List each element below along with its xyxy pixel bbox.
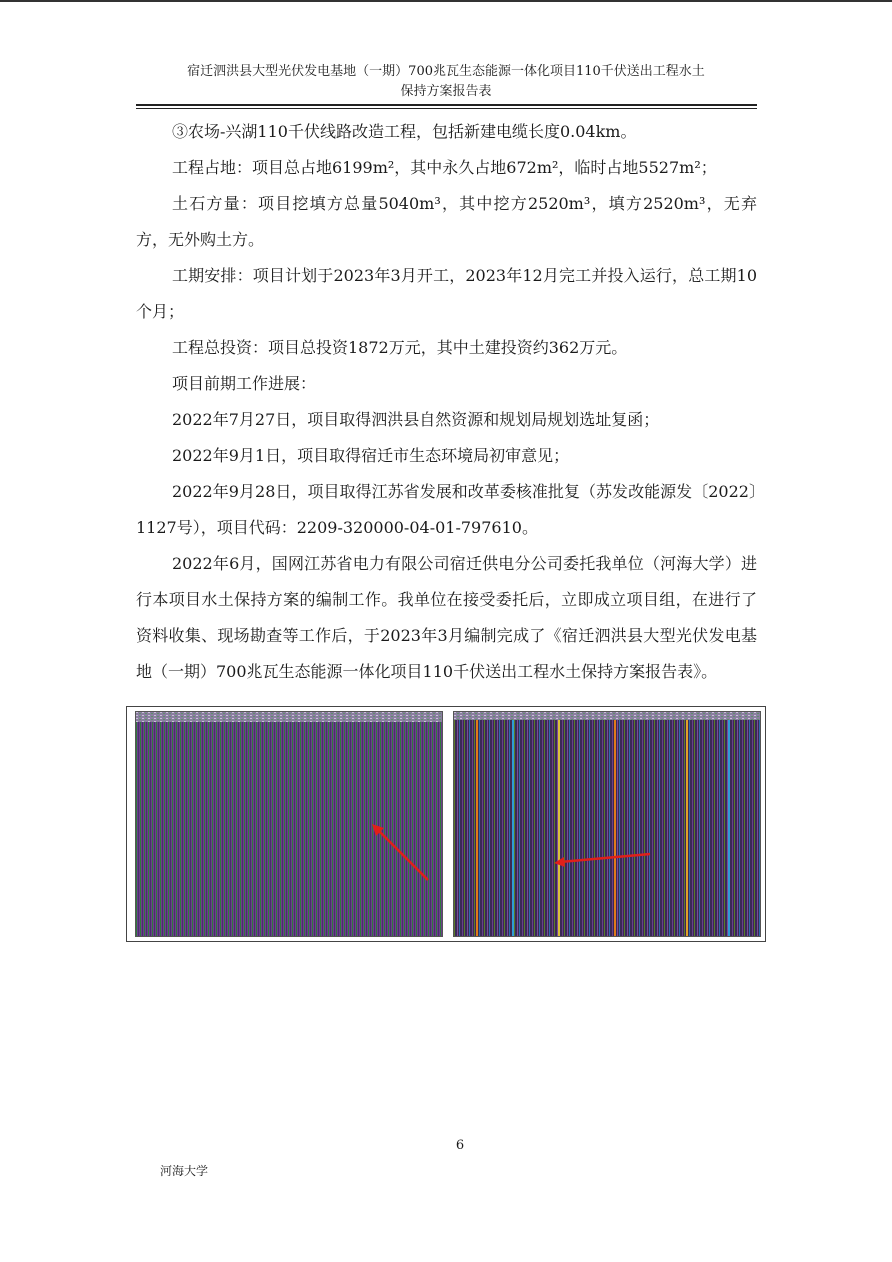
report-header <box>136 62 756 102</box>
paragraph-line-reconstruction: ③农场-兴湖110千伏线路改造工程，包括新建电缆长度0.04km。 <box>172 122 637 141</box>
top-border-line <box>0 0 892 2</box>
paragraph-preliminary-work: 项目前期工作进展： <box>172 374 317 393</box>
header-title-line2: 保持方案报告表 <box>400 84 492 99</box>
paragraph-site-approval: 2022年7月27日，项目取得泗洪县自然资源和规划局规划选址复函； <box>172 410 660 429</box>
site-photos-figure <box>126 706 766 942</box>
header-title-line1: 宿迁泗洪县大型光伏发电基地（一期）700兆瓦生态能源一体化项目110千伏送出工程水土 <box>187 64 705 79</box>
site-photo-right <box>453 711 761 937</box>
paragraph-land-occupation: 工程占地：项目总占地6199m²，其中永久占地672m²，临时占地5527m²； <box>172 158 717 177</box>
body-text <box>136 114 757 690</box>
paragraph-approval: 2022年9月28日，项目取得江苏省发展和改革委核准批复（苏发改能源发〔2022〕1127号），项目代码：2209-320000-04-01-797610。 <box>136 482 757 537</box>
header-rule-thick <box>136 104 757 106</box>
page-number: 6 <box>455 1138 465 1153</box>
footer-organization: 河海大学 <box>160 1164 209 1178</box>
paragraph-environment-opinion: 2022年9月1日，项目取得宿迁市生态环境局初审意见； <box>172 446 570 465</box>
paragraph-earthwork: 土石方量：项目挖填方总量5040m³，其中挖方2520m³，填方2520m³，无弃方，无外购土方。 <box>136 194 757 249</box>
paragraph-schedule: 工期安排：项目计划于2023年3月开工，2023年12月完工并投入运行，总工期10个月； <box>136 266 757 321</box>
site-photo-left <box>135 711 443 937</box>
header-rule-thin <box>136 108 757 109</box>
site-photo-right-image <box>454 712 760 936</box>
paragraph-commission: 2022年6月，国网江苏省电力有限公司宿迁供电分公司委托我单位（河海大学）进行本项目水土保持方案的编制工作。我单位在接受委托后，立即成立项目组，在进行了资料收集、现场勘查等工作后，于2023年3月编制完成了《宿迁泗洪县大型光伏发电基地（一期）700兆瓦生态能源一体化项目110千伏送出工程水土保持方案报告表》。 <box>136 554 757 681</box>
paragraph-investment: 工程总投资：项目总投资1872万元，其中土建投资约362万元。 <box>172 338 628 357</box>
site-photo-left-image <box>136 712 442 936</box>
